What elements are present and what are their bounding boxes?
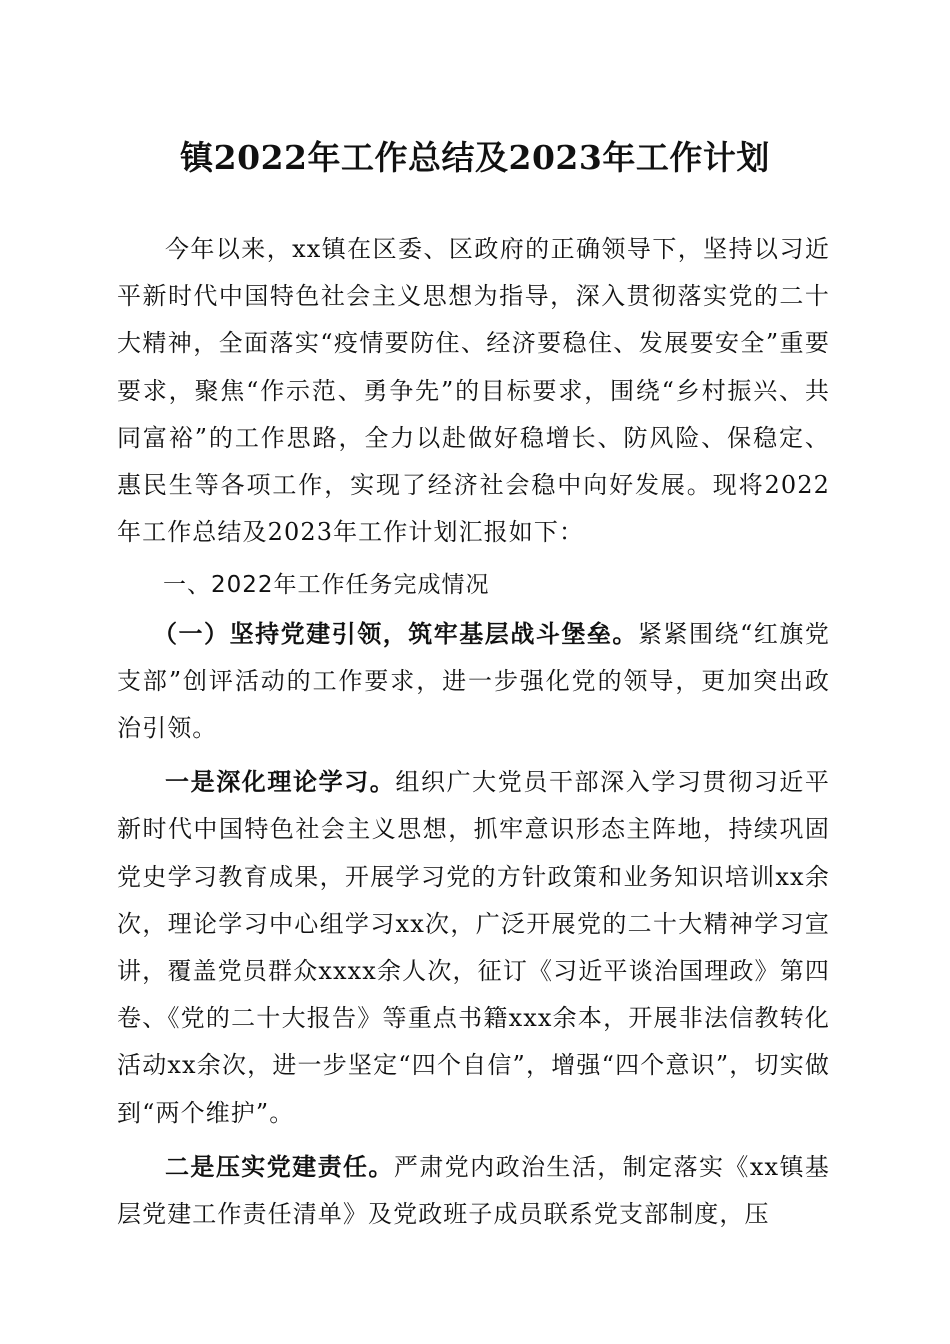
subsection-text-1: 紧紧围绕“红旗党支部”创评活动的工作要求，进一步强化党的领导，更加突出政治引领。 [117, 619, 830, 743]
section-heading-1: 一、2022年工作任务完成情况 [163, 572, 490, 599]
item-text-2: 严肃党内政治生活，制定落实《xx镇基层党建工作责任清单》及党政班子成员联系党支部制度，压 [117, 1152, 830, 1229]
intro-paragraph: 今年以来，xx镇在区委、区政府的正确领导下，坚持以习近平新时代中国特色社会主义思想为指导，深入贯彻落实党的二十大精神，全面落实“疫情要防住、经济要稳住、发展要安全”重要要求，聚焦“作示范、勇争先”的目标要求，围绕“乡村振兴、共同富裕”的工作思路，全力以赴做好稳增长、防风险、保稳定、惠民生等各项工作，实现了经济社会稳中向好发展。现将2022年工作总结及2023年工作计划汇报如下： [117, 235, 830, 547]
item-paragraph-2 [117, 1143, 830, 1238]
subsection-lead-1: （一）坚持党建引领，筑牢基层战斗堡垒。 [153, 618, 638, 648]
document-title: 镇2022年工作总结及2023年工作计划 [180, 138, 770, 177]
subsection-paragraph-1 [117, 610, 830, 753]
item-text-1: 组织广大党员干部深入学习贯彻习近平新时代中国特色社会主义思想，抓牢意识形态主阵地，持续巩固党史学习教育成果，开展学习党的方针政策和业务知识培训xx余次，理论学习中心组学习xx次，广泛开展党的二十大精神学习宣讲，覆盖党员群众xxxx余人次，征订《习近平谈治国理政》第四卷、《党的二十大报告》等重点书籍xxx余本，开展非法信教转化活动xx余次，进一步坚定“四个自信”，增强“四个意识”，切实做到“两个维护”。 [117, 768, 831, 1127]
document-body [117, 226, 830, 1238]
item-paragraph-1 [117, 758, 830, 1137]
item-lead-1: 一是深化理论学习。 [165, 767, 396, 797]
item-lead-2: 二是压实党建责任。 [165, 1151, 394, 1181]
